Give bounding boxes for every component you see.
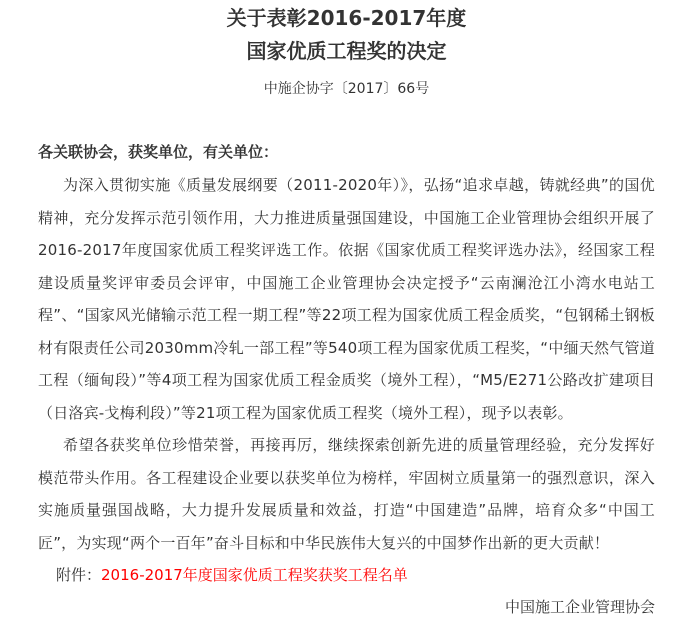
body-paragraph-2: 希望各获奖单位珍惜荣誉，再接再厉，继续探索创新先进的质量管理经验，充分发挥好模范带头作用。各工程建设企业要以获奖单位为榜样，牢固树立质量第一的强烈意识，深入实施质量强国战略，大力提升发展质量和效益，打造“中国建造”品牌，培育众多“中国工匠”，为实现“两个一百年”奋斗目标和中华民族伟大复兴的中国梦作出新的更大贡献！ (38, 436, 655, 552)
page-title-line2: 国家优质工程奖的决定 (246, 39, 447, 63)
body-paragraph-1: 为深入贯彻实施《质量发展纲要（2011-2020年）》，弘扬“追求卓越，铸就经典”的国优精神，充分发挥示范引领作用，大力推进质量强国建设，中国施工企业管理协会组织开展了2016-2017年度国家优质工程奖评选工作。依据《国家优质工程奖评选办法》，经国家工程建设质量奖评审委员会评审，中国施工企业管理协会决定授予“云南澜沧江小湾水电站工程”、“国家风光储输示范工程一期工程”等22项工程为国家优质工程金质奖，“包钢稀土钢板材有限责任公司2030mm冷轧一部工程”等540项工程为国家优质工程奖，“中缅天然气管道工程（缅甸段）”等4项工程为国家优质工程金质奖（境外工程），“M5/E271公路改扩建项目（日洛宾-戈梅利段）”等21项工程为国家优质工程奖（境外工程），现予以表彰。 (38, 176, 655, 422)
attachment-link[interactable]: 2016-2017年度国家优质工程奖获奖工程名单 (101, 566, 408, 584)
document-number: 中施企协字〔2017〕66号 (263, 81, 430, 97)
signature-organization: 中国施工企业管理协会 (504, 597, 655, 616)
attachment-row (38, 559, 655, 592)
attachment-label: 附件： (56, 566, 102, 584)
page-title (38, 2, 655, 68)
page-title-line1: 关于表彰2016-2017年度 (226, 6, 467, 30)
salutation: 各关联协会，获奖单位，有关单位： (38, 143, 279, 161)
